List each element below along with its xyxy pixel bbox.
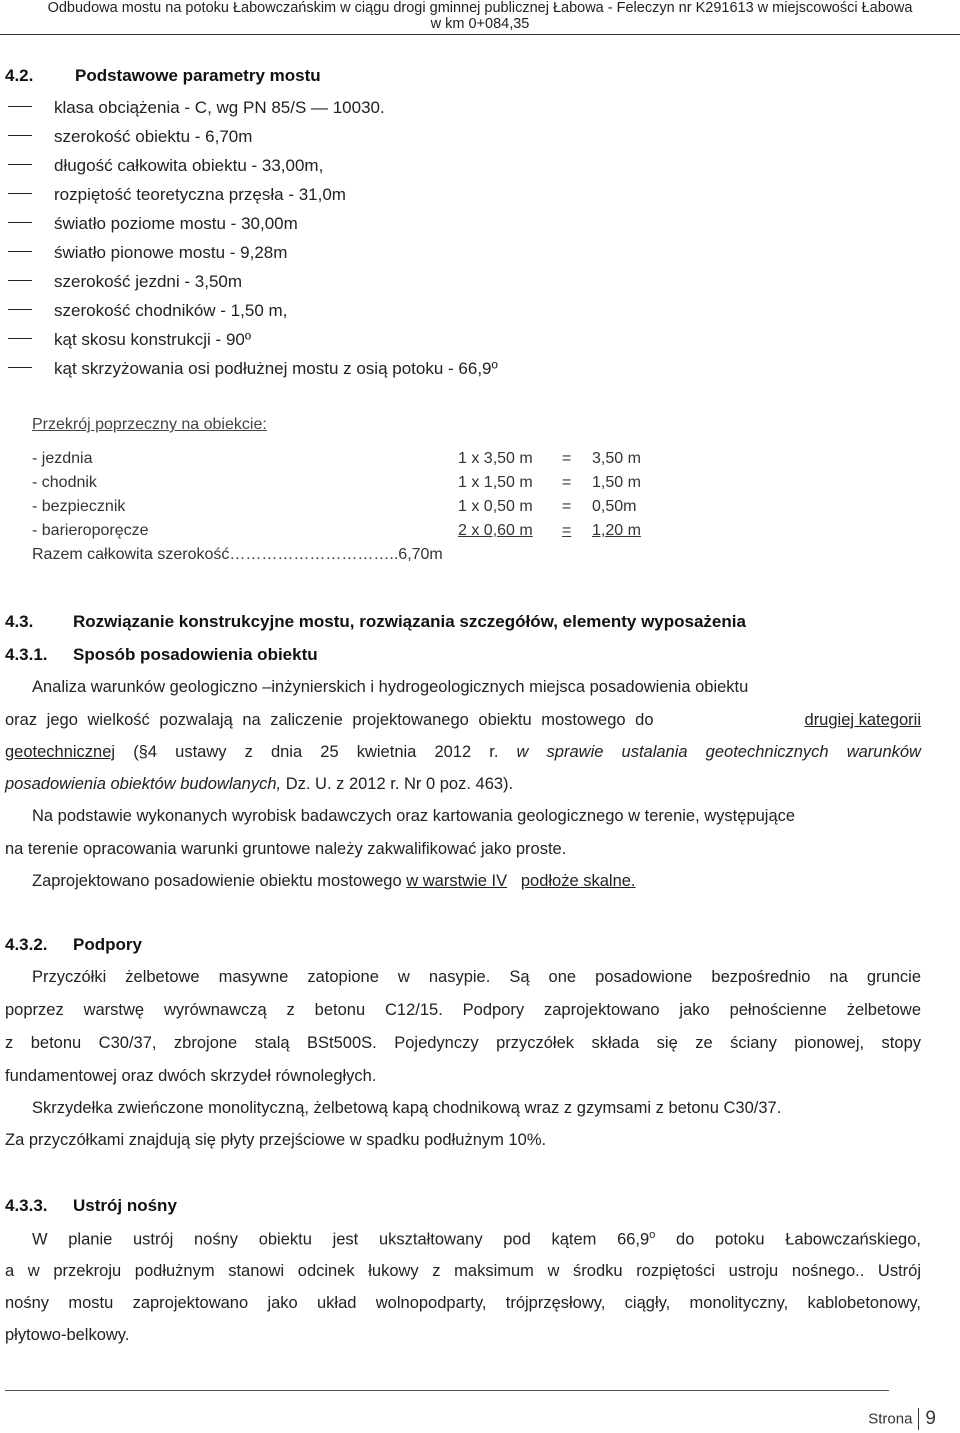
dash-bullet: [8, 222, 32, 223]
header-title-line2: w km 0+084,35: [430, 16, 530, 32]
paragraph-line: z betonu C30/37, zbrojone stalą BSt500S. Pojedynczy przyczółek składa się ze ściany pionowej, stopy: [5, 1034, 921, 1052]
paragraph-line: poprzez warstwę wyrównawczą z betonu C12/15. Podpory zaprojektowano jako pełnościenne żelbetowe: [5, 1001, 921, 1019]
row-result: 1,20 m: [592, 522, 641, 539]
dash-bullet: [8, 309, 32, 310]
table-row: [32, 498, 637, 516]
page-label: Strona: [868, 1410, 913, 1428]
paragraph-line: na terenie opracowania warunki gruntowe należy zakwalifikować jako proste.: [5, 840, 567, 858]
paragraph-line: a w przekroju podłużnym stanowi odcinek łukowy z maksimum w środku rozpiętości ustroju nośnego.. Ustrój: [5, 1262, 921, 1280]
underlined-text: drugiej kategorii: [804, 711, 921, 729]
paragraph-line: Za przyczółkami znajdują się płyty przejściowe w spadku podłużnym 10%.: [5, 1131, 547, 1149]
text-span: W planie ustrój nośny obiektu jest ukształtowany pod kątem 66,9: [32, 1230, 650, 1249]
section-number: 4.3.2.: [5, 935, 48, 954]
dash-bullet: [8, 106, 32, 107]
list-item-text: klasa obciążenia - C, wg PN 85/S — 10030.: [54, 98, 385, 117]
section-4-3-heading: [5, 612, 746, 632]
paragraph-line: [5, 775, 921, 794]
section-number: 4.3.1.: [5, 645, 48, 664]
row-equals: =: [562, 498, 572, 515]
row-name: - barieroporęcze: [32, 522, 149, 539]
dash-bullet: [8, 193, 32, 194]
list-item-text: światło pionowe mostu - 9,28m: [54, 243, 288, 262]
text-span: Dz. U. z 2012 r. Nr 0 poz. 463).: [285, 775, 514, 793]
dash-bullet: [8, 280, 32, 281]
dash-bullet: [8, 338, 32, 339]
underlined-text: podłoże skalne.: [520, 872, 636, 890]
list-item-text: rozpiętość teoretyczna przęsła - 31,0m: [54, 185, 346, 204]
text-span: oraz jego wielkość pozwalają na zaliczenie projektowanego obiektu mostowego do: [5, 711, 654, 729]
section-number: 4.3.: [5, 612, 34, 631]
list-item: [8, 243, 287, 263]
row-name: - bezpiecznik: [32, 498, 126, 515]
paragraph-line: nośny mostu zaprojektowano jako układ wolnopodparty, trójprzęsłowy, ciągły, monolityczny, kablobetonowy,: [5, 1294, 921, 1312]
total-row: Razem całkowita szerokość…………………………..6,70m: [32, 546, 443, 563]
section-title: Podpory: [73, 935, 142, 954]
list-item: [8, 214, 298, 234]
row-result: 1,50 m: [592, 474, 641, 491]
italic-text: w sprawie ustalania geotechnicznych warunków: [516, 743, 921, 761]
paragraph-line: [5, 711, 921, 730]
list-item-text: światło poziome mostu - 30,00m: [54, 214, 298, 233]
list-item: [8, 272, 242, 292]
section-title: Sposób posadowienia obiektu: [73, 645, 318, 664]
row-result: 0,50m: [592, 498, 637, 515]
list-item: [8, 98, 385, 118]
text-span: do potoku Łabowczańskiego,: [655, 1230, 921, 1249]
section-4-3-3-heading: [5, 1196, 177, 1216]
list-item: [8, 127, 252, 147]
paragraph-line: Przyczółki żelbetowe masywne zatopione w nasypie. Są one posadowione bezpośrednio na gruncie: [32, 968, 921, 986]
paragraph-line: [5, 743, 921, 762]
document-header: [0, 0, 960, 35]
footer-separator: [918, 1408, 919, 1430]
section-title: Rozwiązanie konstrukcyjne mostu, rozwiązania szczegółów, elementy wyposażenia: [73, 612, 746, 631]
underlined-text: geotechnicznej: [5, 743, 116, 761]
row-name: - jezdnia: [32, 450, 93, 467]
page-number: 9: [925, 1408, 936, 1429]
list-item: [8, 359, 498, 379]
list-item: [8, 156, 323, 176]
dash-bullet: [8, 367, 32, 368]
cross-section-title: Przekrój poprzeczny na obiekcie:: [32, 416, 267, 433]
row-calc: 2 x 0,60 m: [458, 522, 533, 539]
paragraph-line: Na podstawie wykonanych wyrobisk badawczych oraz kartowania geologicznego w terenie, występujące: [32, 807, 796, 825]
degree-superscript: o: [649, 1229, 656, 1241]
row-calc: 1 x 1,50 m: [458, 474, 533, 491]
list-item-text: szerokość jezdni - 3,50m: [54, 272, 243, 291]
section-number: 4.3.3.: [5, 1196, 48, 1215]
header-title-line1: Odbudowa mostu na potoku Łabowczańskim w ciągu drogi gminnej publicznej Łabowa - Feleczyn nr K291613 w miejscowości Łabowa: [47, 0, 913, 16]
paragraph-line: [32, 1229, 921, 1250]
row-name: - chodnik: [32, 474, 97, 491]
row-equals: =: [562, 450, 572, 467]
list-item: [8, 301, 287, 321]
row-equals: =: [562, 474, 572, 491]
section-4-3-2-heading: [5, 935, 142, 955]
text-span: (§4 ustawy z dnia 25 kwietnia 2012 r.: [133, 743, 499, 761]
table-row: [32, 474, 641, 492]
list-item-text: długość całkowita obiektu - 33,00m,: [54, 156, 324, 175]
section-4-2-heading: [5, 66, 321, 86]
dash-bullet: [8, 135, 32, 136]
page-footer: [868, 1408, 936, 1430]
paragraph-line: Skrzydełka zwieńczone monolityczną, żelbetową kapą chodnikową wraz z gzymsami z betonu C30/37.: [32, 1099, 782, 1117]
dash-bullet: [8, 251, 32, 252]
list-item-text: kąt skrzyżowania osi podłużnej mostu z osią potoku - 66,9º: [54, 359, 498, 378]
paragraph-line: fundamentowej oraz dwóch skrzydeł równoległych.: [5, 1067, 377, 1085]
italic-text: posadowienia obiektów budowlanych,: [5, 775, 282, 793]
list-item-text: kąt skosu konstrukcji - 90º: [54, 330, 252, 349]
table-row: [32, 450, 641, 468]
section-number: 4.2.: [5, 66, 34, 85]
underlined-text: w warstwie IV: [406, 872, 508, 890]
list-item: [8, 185, 346, 205]
text-span: Zaprojektowano posadowienie obiektu mostowego: [32, 872, 407, 890]
list-item-text: szerokość chodników - 1,50 m,: [54, 301, 288, 320]
section-title: Ustrój nośny: [73, 1196, 177, 1215]
list-item-text: szerokość obiektu - 6,70m: [54, 127, 253, 146]
paragraph-line: Analiza warunków geologiczno –inżynierskich i hydrogeologicznych miejsca posadowienia obiektu: [32, 678, 749, 696]
row-calc: 1 x 0,50 m: [458, 498, 533, 515]
footer-divider: [5, 1390, 889, 1391]
dash-bullet: [8, 164, 32, 165]
table-row: [32, 522, 641, 540]
section-4-3-1-heading: [5, 645, 318, 665]
row-equals: =: [562, 522, 572, 539]
paragraph-line: płytowo-belkowy.: [5, 1326, 130, 1344]
row-result: 3,50 m: [592, 450, 641, 467]
row-calc: 1 x 3,50 m: [458, 450, 533, 467]
paragraph-line: [32, 872, 921, 891]
section-title: Podstawowe parametry mostu: [75, 66, 321, 85]
list-item: [8, 330, 251, 350]
